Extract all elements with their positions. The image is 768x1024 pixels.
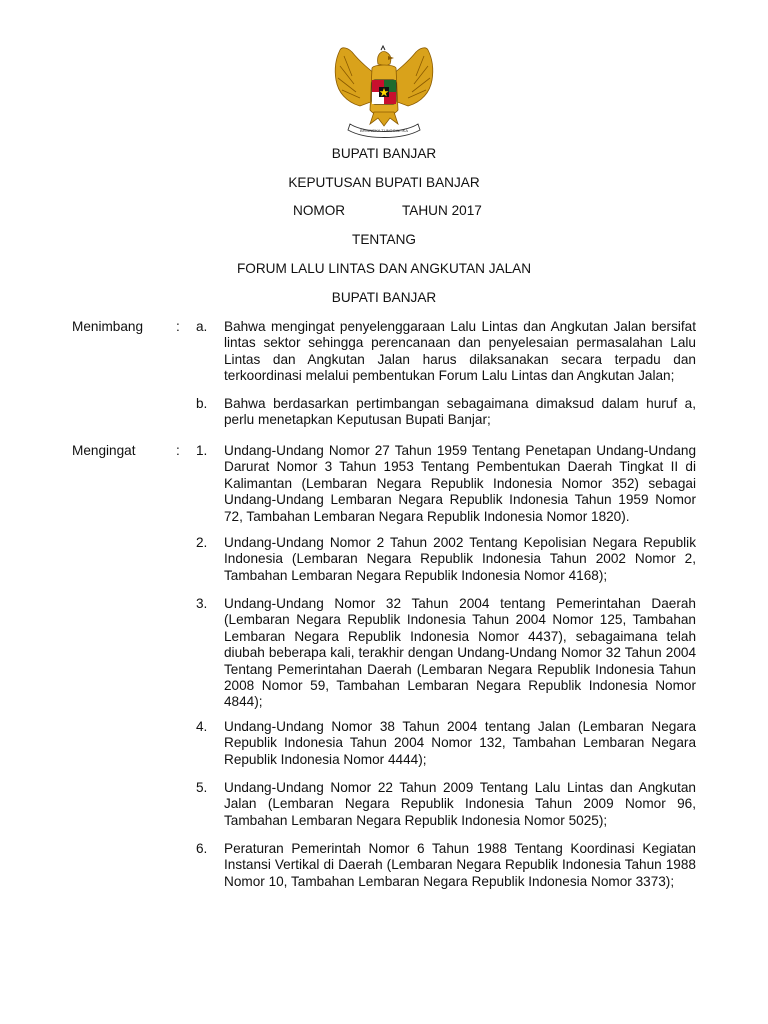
mengingat-label: Mengingat bbox=[72, 443, 136, 458]
nomor-label: NOMOR bbox=[293, 203, 346, 218]
mengingat-item: Undang-Undang Nomor 22 Tahun 2009 Tentang Lalu Lintas dan Angkutan Jalan (Lembaran Negara Republik Indonesia Tahun 2009 Nomor 96, Tambahan Lembaran Negara Republik Indonesia Nomor 5025); bbox=[224, 780, 696, 828]
mengingat-colon: : bbox=[176, 443, 180, 458]
tentang-heading: TENTANG bbox=[352, 232, 416, 247]
mengingat-item: Undang-Undang Nomor 27 Tahun 1959 Tentang Penetapan Undang-Undang Darurat Nomor 3 Tahun 1953 Tentang Pembentukan Daerah Tingkat II di Kalimantan (Lembaran Negara Republik Indonesia Nomor 352) sebagai Undang-Undang Lembaran Negara Republik Indonesia Tahun 1959 Nomor 72, Tambahan Lembaran Negara Republik Indonesia Nomor 1820). bbox=[224, 443, 696, 524]
menimbang-label: Menimbang bbox=[72, 319, 144, 334]
menimbang-marker: b. bbox=[196, 396, 208, 411]
svg-text:BHINNEKA TUNGGAL IKA: BHINNEKA TUNGGAL IKA bbox=[359, 128, 409, 133]
mengingat-marker: 1. bbox=[196, 443, 208, 458]
mengingat-item: Undang-Undang Nomor 32 Tahun 2004 tentang Pemerintahan Daerah (Lembaran Negara Republik Indonesia Tahun 2004 Nomor 125, Tambahan Lembaran Negara Republik Indonesia Nomor 4437), sebagaimana telah diubah beberapa kali, terakhir dengan Undang-Undang Nomor 32 Tahun 2004 Tentang Pemerintahan Daerah (Lembaran Negara Republik Indonesia Tahun 2008 Nomor 59, Tambahan Lembaran Negara Republik Indonesia Nomor 4844); bbox=[224, 596, 696, 710]
menimbang-item: Bahwa berdasarkan pertimbangan sebagaimana dimaksud dalam huruf a, perlu menetapkan Keputusan Bupati Banjar; bbox=[224, 396, 696, 428]
menimbang-marker: a. bbox=[196, 319, 208, 334]
mengingat-marker: 4. bbox=[196, 719, 208, 734]
issuer-heading: BUPATI BANJAR bbox=[331, 146, 437, 161]
mengingat-item: Peraturan Pemerintah Nomor 6 Tahun 1988 Tentang Koordinasi Kegiatan Instansi Vertikal di Daerah (Lembaran Negara Republik Indonesia Tahun 1988 Nomor 10, Tambahan Lembaran Negara Republik Indonesia Nomor 3373); bbox=[224, 841, 696, 889]
issuer-heading-repeat: BUPATI BANJAR bbox=[331, 290, 437, 305]
mengingat-marker: 6. bbox=[196, 841, 208, 856]
mengingat-marker: 2. bbox=[196, 535, 208, 550]
tahun-label: TAHUN 2017 bbox=[402, 203, 482, 218]
garuda-emblem-icon bbox=[330, 40, 438, 140]
mengingat-marker: 3. bbox=[196, 596, 208, 611]
document-subject: FORUM LALU LINTAS DAN ANGKUTAN JALAN bbox=[236, 261, 532, 276]
document-type: KEPUTUSAN BUPATI BANJAR bbox=[288, 175, 480, 190]
mengingat-item: Undang-Undang Nomor 2 Tahun 2002 Tentang Kepolisian Negara Republik Indonesia (Lembaran Negara Republik Indonesia Tahun 2002 Nomor 2, Tambahan Lembaran Negara Republik Indonesia Nomor 4168); bbox=[224, 535, 696, 583]
menimbang-colon: : bbox=[176, 319, 180, 334]
mengingat-item: Undang-Undang Nomor 38 Tahun 2004 tentang Jalan (Lembaran Negara Republik Indonesia Tahun 2004 Nomor 132, Tambahan Lembaran Negara Republik Indonesia Nomor 4444); bbox=[224, 719, 696, 767]
menimbang-item: Bahwa mengingat penyelenggaraan Lalu Lintas dan Angkutan Jalan bersifat lintas sektor sehingga perencanaan dan penyelesaian permasalahan Lalu Lintas dan Angkutan Jalan harus dilaksanakan secara terpadu dan terkoordinasi melalui pembentukan Forum Lalu Lintas dan Angkutan Jalan; bbox=[224, 319, 696, 384]
mengingat-marker: 5. bbox=[196, 780, 208, 795]
